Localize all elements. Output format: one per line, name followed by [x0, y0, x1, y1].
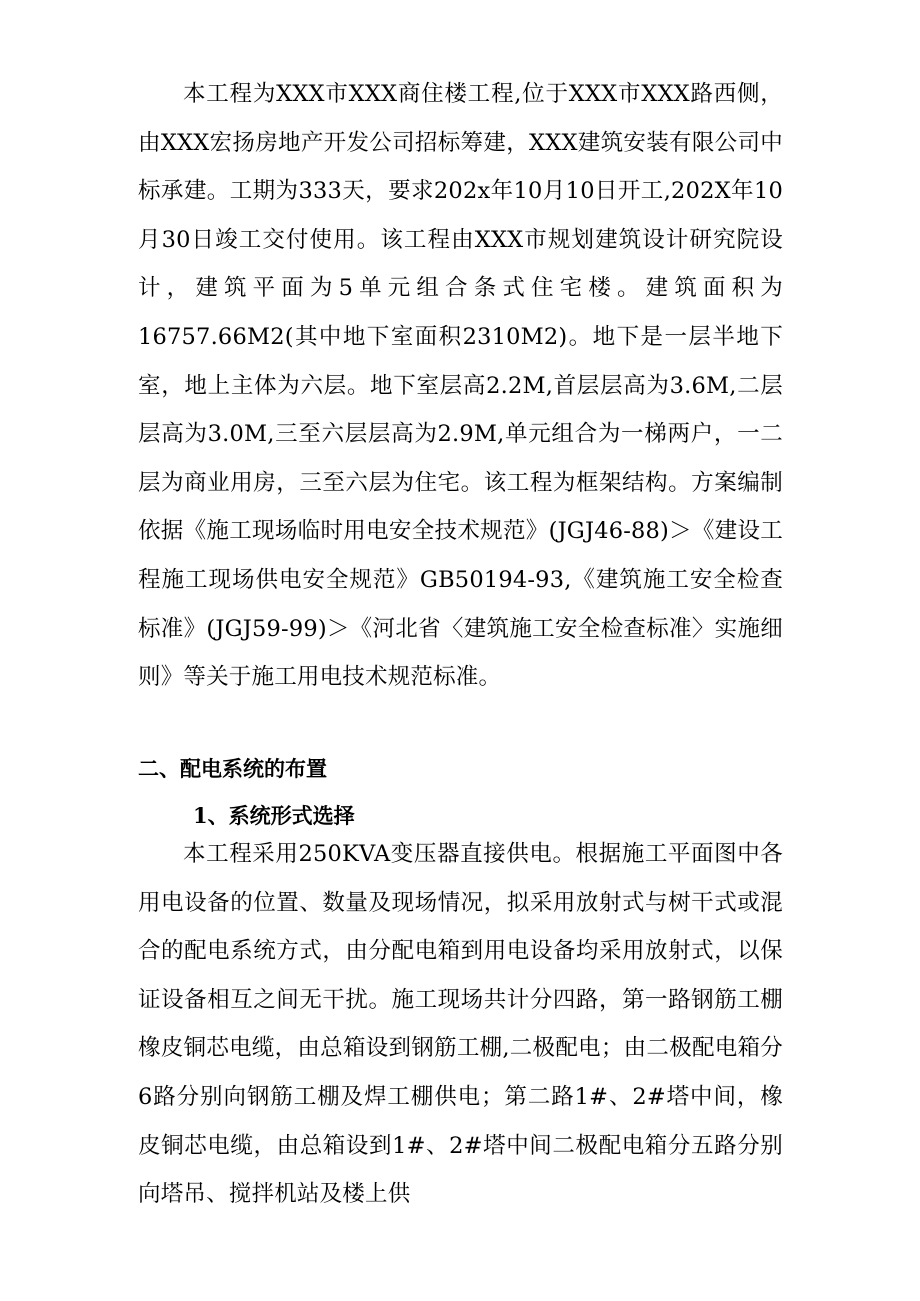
subsection-heading: 1、系统形式选择	[193, 803, 355, 828]
section-heading: 二、配电系统的布置	[138, 756, 327, 781]
power-supply-paragraph: 本工程采用250KVA变压器直接供电。根据施工平面图中各用电设备的位置、数量及现场情况，拟采用放射式与树干式或混合的配电系统方式，由分配电箱到用电设备均采用放射式，以保证设备相互之间无干扰。施工现场共计分四路，第一路钢筋工棚橡皮铜芯电缆，由总箱设到钢筋工棚,二极配电；由二极配电箱分6路分别向钢筋工棚及焊工棚供电；第二路1#、2#塔中间，橡皮铜芯电缆，由总箱设到1#、2#塔中间二极配电箱分五路分别向塔吊、搅拌机站及楼上供	[138, 841, 783, 1208]
project-overview-paragraph: 本工程为XXX市XXX商住楼工程,位于XXX市XXX路西侧，由XXX宏扬房地产开发公司招标筹建，XXX建筑安装有限公司中标承建。工期为333天，要求202x年10月10日开工,202X年10月30日竣工交付使用。该工程由XXX市规划建筑设计研究院设计，建筑平面为5单元组合条式住宅楼。建筑面积为16757.66M2(其中地下室面积2310M2)。地下是一层半地下室，地上主体为六层。地下室层高2.2M,首层层高为3.6M,二层层高为3.0M,三至六层层高为2.9M,单元组合为一梯两户，一二层为商业用房，三至六层为住宅。该工程为框架结构。方案编制依据《施工现场临时用电安全技术规范》(JGJ46-88)＞《建设工程施工现场供电安全规范》GB50194-93,《建筑施工安全检查标准》(JGJ59-99)＞《河北省〈建筑施工安全检查标准〉实施细则》等关于施工用电技术规范标准。	[138, 81, 783, 691]
